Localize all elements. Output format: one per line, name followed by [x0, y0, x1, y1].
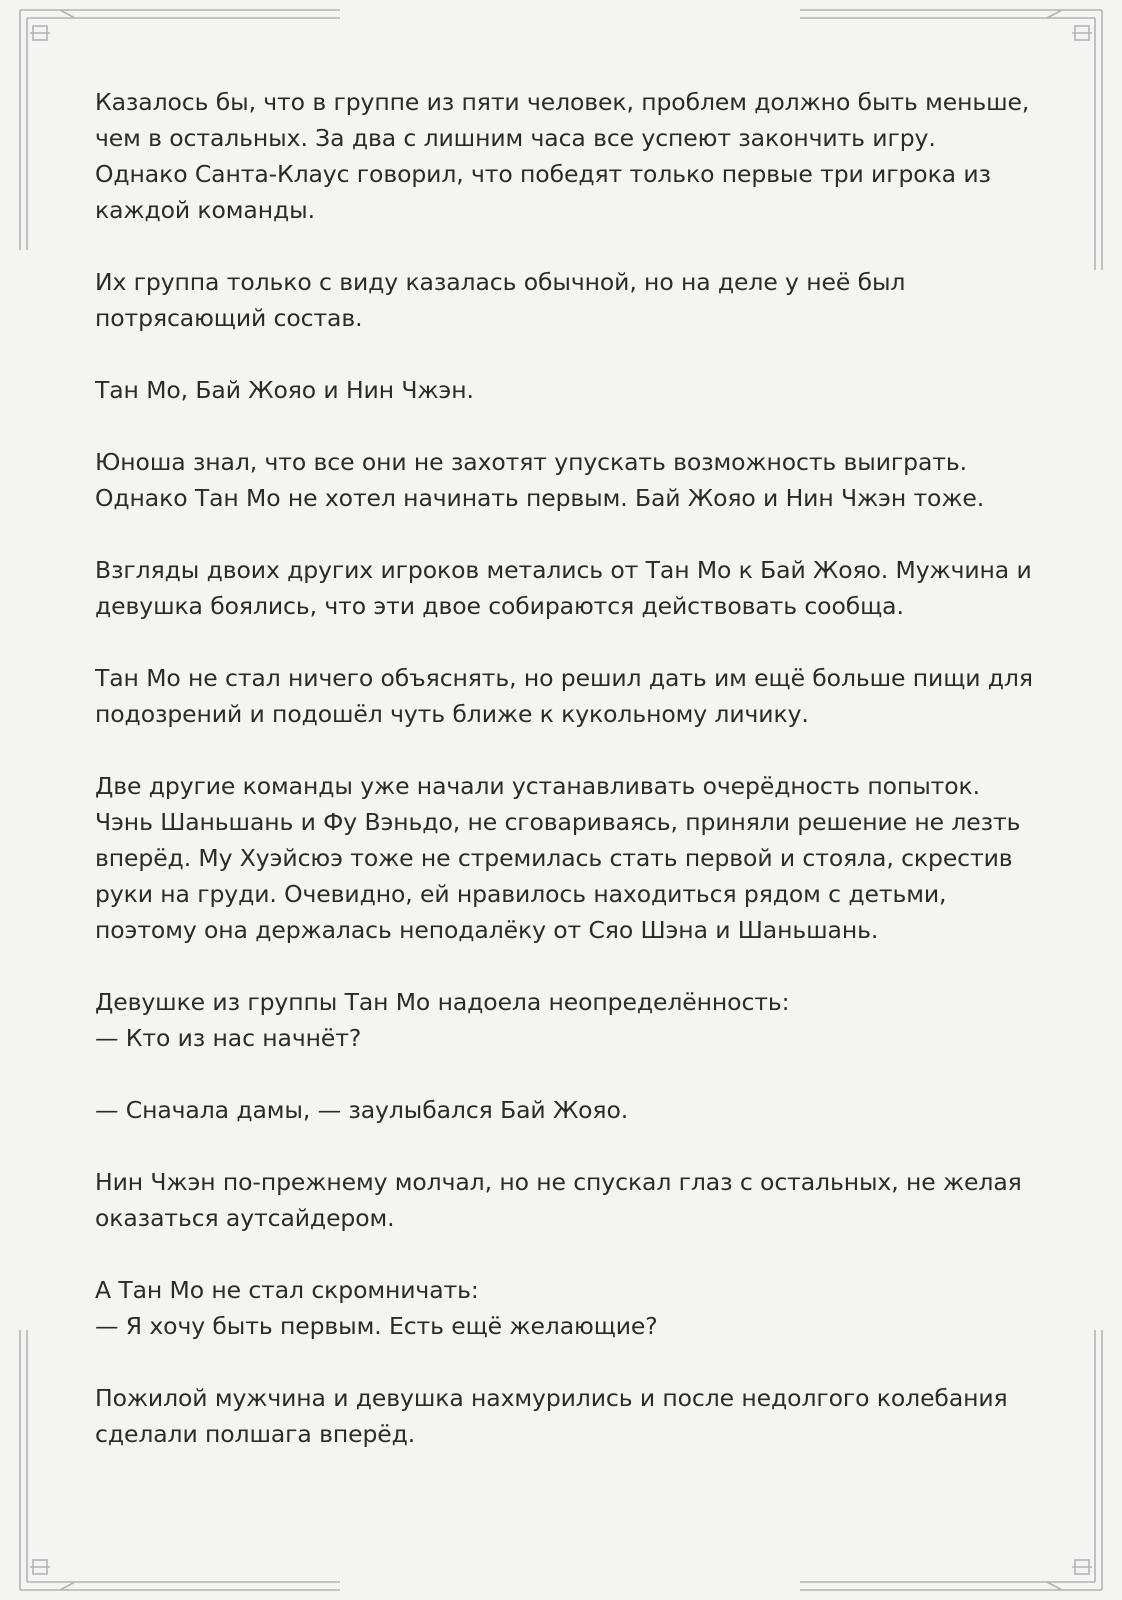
- paragraph: Взгляды двоих других игроков метались от Тан Мо к Бай Жояо. Мужчина и девушка боялись, что эти двое собираются действовать сообща.: [95, 556, 1032, 620]
- paragraph: Тан Мо не стал ничего объяснять, но решил дать им ещё больше пищи для подозрений и подошёл чуть ближе к кукольному личику.: [95, 664, 1033, 728]
- paragraph: Их группа только с виду казалась обычной, но на деле у неё был потрясающий состав.: [95, 268, 906, 332]
- document-body: [95, 84, 1035, 1488]
- paragraph-with-dialogue: Девушке из группы Тан Мо надоела неопределённость: — Кто из нас начнёт?: [95, 988, 790, 1052]
- paragraph: Нин Чжэн по-прежнему молчал, но не спускал глаз с остальных, не желая оказаться аутсайдером.: [95, 1168, 1022, 1232]
- paragraph: Пожилой мужчина и девушка нахмурились и после недолгого колебания сделали полшага вперёд.: [95, 1384, 1008, 1448]
- paragraph: Две другие команды уже начали устанавливать очерёдность попыток. Чэнь Шаньшань и Фу Вэньдо, не сговариваясь, приняли решение не лезть вперёд. Му Хуэйсюэ тоже не стремилась стать первой и стояла, скрестив руки на груди. Очевидно, ей нравилось находиться рядом с детьми, поэтому она держалась неподалёку от Сяо Шэна и Шаньшань.: [95, 772, 1021, 944]
- paragraph: Тан Мо, Бай Жояо и Нин Чжэн.: [95, 376, 474, 404]
- dialogue-line: — Сначала дамы, — заулыбался Бай Жояо.: [95, 1096, 629, 1124]
- paragraph: Юноша знал, что все они не захотят упускать возможность выиграть. Однако Тан Мо не хотел начинать первым. Бай Жояо и Нин Чжэн тоже.: [95, 448, 985, 512]
- paragraph-with-dialogue: А Тан Мо не стал скромничать: — Я хочу быть первым. Есть ещё желающие?: [95, 1276, 658, 1340]
- paragraph: Казалось бы, что в группе из пяти человек, проблем должно быть меньше, чем в остальных. За два с лишним часа все успеют закончить игру. Однако Санта-Клаус говорил, что победят только первые три игрока из каждой команды.: [95, 88, 1030, 224]
